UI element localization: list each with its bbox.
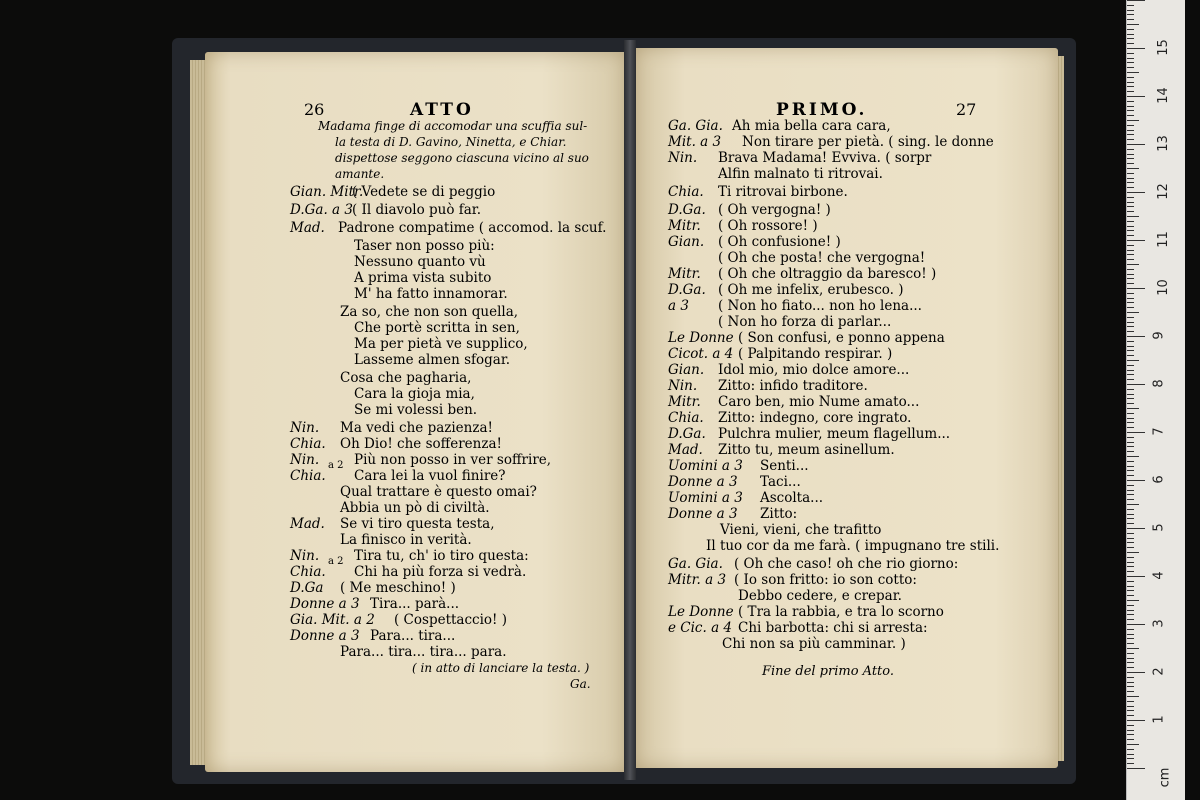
measurement-ruler bbox=[1126, 0, 1185, 800]
text-line: Tira tu, ch' io tiro questa: bbox=[354, 548, 529, 564]
ruler-tick bbox=[1127, 29, 1134, 30]
ruler-number: 4 bbox=[1151, 571, 1167, 580]
text-line: ( Son confusi, e ponno appena bbox=[738, 330, 945, 346]
ruler-tick bbox=[1127, 312, 1139, 313]
speaker-label: Le Donne bbox=[668, 604, 734, 620]
ruler-unit-label: cm bbox=[1157, 767, 1173, 788]
speaker-label: Mitr. bbox=[668, 266, 701, 282]
ruler-tick bbox=[1127, 91, 1134, 92]
ruler-tick bbox=[1127, 576, 1145, 577]
text-line: Brava Madama! Evviva. ( sorpr bbox=[718, 150, 932, 166]
ruler-tick bbox=[1127, 715, 1134, 716]
speaker-label: Chia. bbox=[668, 410, 704, 426]
ruler-tick bbox=[1127, 624, 1145, 625]
ruler-tick bbox=[1127, 62, 1134, 63]
text-line: La finisco in verità. bbox=[340, 532, 472, 548]
speaker-label: Donne a 3 bbox=[290, 596, 360, 612]
ruler-tick bbox=[1127, 336, 1145, 337]
ruler-tick bbox=[1127, 101, 1134, 102]
ruler-tick bbox=[1127, 235, 1134, 236]
ruler-tick bbox=[1127, 734, 1134, 735]
ruler-tick bbox=[1127, 634, 1134, 635]
ruler-tick bbox=[1127, 509, 1134, 510]
ruler-tick bbox=[1127, 590, 1134, 591]
speaker-label: Chia. bbox=[290, 436, 326, 452]
ruler-tick bbox=[1127, 394, 1134, 395]
text-line: ( Oh che oltraggio da baresco! ) bbox=[718, 266, 937, 282]
ruler-tick bbox=[1127, 706, 1134, 707]
text-line: Se mi volessi ben. bbox=[354, 402, 478, 418]
ruler-tick bbox=[1127, 662, 1134, 663]
ruler-tick bbox=[1127, 173, 1134, 174]
ruler-tick bbox=[1127, 403, 1134, 404]
speaker-label: Gian. bbox=[668, 362, 705, 378]
ruler-tick bbox=[1127, 96, 1145, 97]
speaker-label: Nin. bbox=[668, 378, 698, 394]
ruler-tick bbox=[1127, 254, 1134, 255]
text-line: Para... tira... bbox=[370, 628, 456, 644]
ruler-tick bbox=[1127, 542, 1134, 543]
text-line: Vieni, vieni, che trafitto bbox=[720, 522, 882, 538]
text-line: dispettose seggono ciascuna vicino al suo bbox=[335, 151, 589, 165]
speaker-label: Mitr. a 3 bbox=[668, 572, 727, 588]
ruler-tick bbox=[1127, 758, 1134, 759]
ruler-tick bbox=[1127, 749, 1134, 750]
ruler-tick bbox=[1127, 768, 1145, 769]
text-line: Ah mia bella cara cara, bbox=[732, 118, 891, 134]
speaker-label: Donne a 3 bbox=[290, 628, 360, 644]
ruler-tick bbox=[1127, 547, 1134, 548]
ruler-tick bbox=[1127, 269, 1134, 270]
ruler-tick bbox=[1127, 202, 1134, 203]
ruler-tick bbox=[1127, 610, 1134, 611]
ruler-tick bbox=[1127, 178, 1134, 179]
ruler-tick bbox=[1127, 158, 1134, 159]
text-line: ( Oh me infelix, erubesco. ) bbox=[718, 282, 904, 298]
ruler-tick bbox=[1127, 125, 1134, 126]
ruler-tick bbox=[1127, 370, 1134, 371]
ruler-tick bbox=[1127, 523, 1134, 524]
left-page-number: 26 bbox=[304, 100, 325, 119]
ruler-tick bbox=[1127, 528, 1145, 529]
ruler-tick bbox=[1127, 14, 1134, 15]
text-line: Che portè scritta in sen, bbox=[354, 320, 520, 336]
ruler-tick bbox=[1127, 163, 1134, 164]
ruler-tick bbox=[1127, 456, 1139, 457]
speaker-label: Mad. bbox=[290, 516, 325, 532]
ruler-tick bbox=[1127, 72, 1139, 73]
ruler-number: 11 bbox=[1155, 231, 1171, 248]
speaker-label: Cicot. a 4 bbox=[668, 346, 734, 362]
text-line: ( Non ho forza di parlar... bbox=[718, 314, 892, 330]
speaker-label: Donne a 3 bbox=[668, 474, 738, 490]
ruler-number: 5 bbox=[1151, 523, 1167, 532]
ruler-tick bbox=[1127, 552, 1139, 553]
ruler-tick bbox=[1127, 86, 1134, 87]
ruler-tick bbox=[1127, 595, 1134, 596]
ruler-number: 15 bbox=[1155, 39, 1171, 56]
ruler-tick bbox=[1127, 38, 1134, 39]
ruler-tick bbox=[1127, 658, 1134, 659]
speaker-label: D.Ga. bbox=[668, 426, 706, 442]
ruler-tick bbox=[1127, 605, 1134, 606]
ruler-tick bbox=[1127, 115, 1134, 116]
ruler-tick bbox=[1127, 283, 1134, 284]
left-page-header: ATTO bbox=[410, 100, 474, 120]
ruler-tick bbox=[1127, 10, 1134, 11]
ruler-tick bbox=[1127, 413, 1134, 414]
text-line: Chi barbotta: chi si arresta: bbox=[738, 620, 928, 636]
text-line: amante. bbox=[335, 167, 385, 181]
speaker-label: e Cic. a 4 bbox=[668, 620, 732, 636]
ruler-tick bbox=[1127, 360, 1139, 361]
speaker-label: Gian. bbox=[668, 234, 705, 250]
ruler-tick bbox=[1127, 355, 1134, 356]
speaker-label: Le Donne bbox=[668, 330, 734, 346]
ruler-tick bbox=[1127, 619, 1134, 620]
ruler-tick bbox=[1127, 110, 1134, 111]
text-line: la testa di D. Gavino, Ninetta, e Chiar. bbox=[335, 135, 567, 149]
ruler-tick bbox=[1127, 437, 1134, 438]
ruler-tick bbox=[1127, 341, 1134, 342]
ruler-tick bbox=[1127, 691, 1134, 692]
speaker-label: Nin. bbox=[290, 548, 320, 564]
text-line: ( Oh che posta! che vergogna! bbox=[718, 250, 926, 266]
ruler-tick bbox=[1127, 677, 1134, 678]
ruler-tick bbox=[1127, 379, 1134, 380]
ruler-tick bbox=[1127, 149, 1134, 150]
ruler-tick bbox=[1127, 317, 1134, 318]
speaker-label: Chia. bbox=[290, 468, 326, 484]
ruler-tick bbox=[1127, 0, 1145, 1]
ruler-tick bbox=[1127, 24, 1139, 25]
ruler-tick bbox=[1127, 34, 1134, 35]
speaker-label: Ga. Gia. bbox=[668, 556, 723, 572]
ruler-tick bbox=[1127, 418, 1134, 419]
ruler-tick bbox=[1127, 480, 1145, 481]
ruler-tick bbox=[1127, 638, 1134, 639]
ruler-number: 14 bbox=[1155, 87, 1171, 104]
ruler-tick bbox=[1127, 192, 1145, 193]
speaker-label: D.Ga. a 3 bbox=[290, 202, 353, 218]
ruler-tick bbox=[1127, 739, 1134, 740]
ruler-number: 9 bbox=[1151, 331, 1167, 340]
ruler-tick bbox=[1127, 259, 1134, 260]
ruler-number: 13 bbox=[1155, 135, 1171, 152]
ruler-tick bbox=[1127, 187, 1134, 188]
text-line: Ga. bbox=[570, 677, 591, 691]
ruler-number: 3 bbox=[1151, 619, 1167, 628]
text-line: ( Oh che caso! oh che rio giorno: bbox=[734, 556, 959, 572]
speaker-label: D.Ga. bbox=[668, 282, 706, 298]
ruler-tick bbox=[1127, 298, 1134, 299]
ruler-tick bbox=[1127, 514, 1134, 515]
text-line: ( Palpitando respirar. ) bbox=[738, 346, 893, 362]
text-line: Ma vedi che pazienza! bbox=[340, 420, 493, 436]
speaker-label: Donne a 3 bbox=[668, 506, 738, 522]
ruler-tick bbox=[1127, 264, 1139, 265]
speaker-label: Mad. bbox=[668, 442, 703, 458]
ruler-tick bbox=[1127, 216, 1139, 217]
ruler-tick bbox=[1127, 686, 1134, 687]
ruler-tick bbox=[1127, 730, 1134, 731]
ruler-tick bbox=[1127, 408, 1139, 409]
text-line: Non tirare per pietà. ( sing. le donne bbox=[742, 134, 994, 150]
ruler-tick bbox=[1127, 696, 1139, 697]
speaker-label: Mad. bbox=[290, 220, 325, 236]
ruler-tick bbox=[1127, 427, 1134, 428]
text-line: ( Tra la rabbia, e tra lo scorno bbox=[738, 604, 944, 620]
text-line: Zitto tu, meum asinellum. bbox=[718, 442, 895, 458]
text-line: Lasseme almen sfogar. bbox=[354, 352, 511, 368]
text-line: Il tuo cor da me farà. ( impugnano tre stili. bbox=[706, 538, 1000, 554]
text-line: Tira... parà... bbox=[370, 596, 460, 612]
text-line: ( Il diavolo può far. bbox=[352, 202, 482, 218]
book-gutter bbox=[624, 40, 636, 780]
ruler-tick bbox=[1127, 586, 1134, 587]
ruler-tick bbox=[1127, 130, 1134, 131]
speaker-label: Ga. Gia. bbox=[668, 118, 723, 134]
text-line: Debbo cedere, e crepar. bbox=[738, 588, 902, 604]
ruler-tick bbox=[1127, 494, 1134, 495]
ruler-tick bbox=[1127, 648, 1139, 649]
right-page-header: PRIMO. bbox=[776, 100, 868, 120]
ruler-tick bbox=[1127, 672, 1145, 673]
ruler-tick bbox=[1127, 744, 1139, 745]
ruler-tick bbox=[1127, 48, 1145, 49]
ruler-tick bbox=[1127, 106, 1134, 107]
speaker-label: Nin. bbox=[290, 420, 320, 436]
ruler-tick bbox=[1127, 197, 1134, 198]
ruler-tick bbox=[1127, 288, 1145, 289]
text-line: Za so, che non son quella, bbox=[340, 304, 519, 320]
text-line: Caro ben, mio Nume amato... bbox=[718, 394, 920, 410]
ruler-tick bbox=[1127, 346, 1134, 347]
ruler-tick bbox=[1127, 566, 1134, 567]
ruler-tick bbox=[1127, 389, 1134, 390]
ruler-tick bbox=[1127, 581, 1134, 582]
ruler-number: 12 bbox=[1155, 183, 1171, 200]
ruler-number: 2 bbox=[1151, 667, 1167, 676]
text-line: Senti... bbox=[760, 458, 809, 474]
ruler-tick bbox=[1127, 485, 1134, 486]
text-line: ( in atto di lanciare la testa. ) bbox=[412, 661, 590, 675]
ruler-tick bbox=[1127, 422, 1134, 423]
text-line: Pulchra mulier, meum flagellum... bbox=[718, 426, 951, 442]
speaker-label: D.Ga. bbox=[668, 202, 706, 218]
text-line: Madama finge di accomodar una scuffia sul- bbox=[318, 119, 588, 133]
text-line: Cara la gioja mia, bbox=[354, 386, 475, 402]
ruler-tick bbox=[1127, 518, 1134, 519]
ruler-tick bbox=[1127, 322, 1134, 323]
text-line: Taser non posso più: bbox=[354, 238, 495, 254]
text-line: ( Oh rossore! ) bbox=[718, 218, 818, 234]
act-end-footer: Fine del primo Atto. bbox=[762, 664, 894, 679]
speaker-label: Uomini a 3 bbox=[668, 458, 743, 474]
ruler-tick bbox=[1127, 211, 1134, 212]
ruler-tick bbox=[1127, 168, 1139, 169]
ruler-tick bbox=[1127, 562, 1134, 563]
ruler-tick bbox=[1127, 206, 1134, 207]
text-line: Abbia un pò di civiltà. bbox=[340, 500, 490, 516]
ruler-tick bbox=[1127, 384, 1145, 385]
ruler-tick bbox=[1127, 182, 1134, 183]
text-line: M' ha fatto innamorar. bbox=[354, 286, 508, 302]
ruler-tick bbox=[1127, 533, 1134, 534]
speaker-label: Mitr. bbox=[668, 218, 701, 234]
text-line: ( Me meschino! ) bbox=[340, 580, 456, 596]
text-line: Alfin malnato ti ritrovai. bbox=[718, 166, 883, 182]
ruler-tick bbox=[1127, 470, 1134, 471]
ruler-tick bbox=[1127, 499, 1134, 500]
ruler-tick bbox=[1127, 571, 1134, 572]
ruler-tick bbox=[1127, 77, 1134, 78]
text-line: Qual trattare è questo omai? bbox=[340, 484, 537, 500]
ruler-tick bbox=[1127, 134, 1134, 135]
page-edges-left bbox=[190, 60, 206, 765]
duet-mark: a 2 bbox=[328, 556, 344, 567]
ruler-tick bbox=[1127, 58, 1134, 59]
text-line: Idol mio, mio dolce amore... bbox=[718, 362, 910, 378]
text-line: Ascolta... bbox=[760, 490, 824, 506]
ruler-tick bbox=[1127, 763, 1134, 764]
ruler-number: 1 bbox=[1151, 715, 1167, 724]
ruler-tick bbox=[1127, 461, 1134, 462]
text-line: Cosa che pagharia, bbox=[340, 370, 472, 386]
ruler-tick bbox=[1127, 82, 1134, 83]
text-line: Para... tira... tira... para. bbox=[340, 644, 507, 660]
text-line: Zitto: bbox=[760, 506, 798, 522]
ruler-tick bbox=[1127, 326, 1134, 327]
ruler-tick bbox=[1127, 432, 1145, 433]
speaker-label: a 3 bbox=[668, 298, 689, 314]
ruler-number: 6 bbox=[1151, 475, 1167, 484]
ruler-tick bbox=[1127, 614, 1134, 615]
ruler-tick bbox=[1127, 653, 1134, 654]
ruler-tick bbox=[1127, 350, 1134, 351]
ruler-tick bbox=[1127, 629, 1134, 630]
ruler-tick bbox=[1127, 250, 1134, 251]
ruler-number: 8 bbox=[1151, 379, 1167, 388]
ruler-tick bbox=[1127, 230, 1134, 231]
ruler-tick bbox=[1127, 331, 1134, 332]
ruler-tick bbox=[1127, 365, 1134, 366]
text-line: Cara lei la vuol finire? bbox=[354, 468, 506, 484]
ruler-tick bbox=[1127, 293, 1134, 294]
text-line: Oh Dio! che sofferenza! bbox=[340, 436, 502, 452]
text-line: Ti ritrovai birbone. bbox=[718, 184, 848, 200]
ruler-tick bbox=[1127, 466, 1134, 467]
text-line: Zitto: infido traditore. bbox=[718, 378, 868, 394]
ruler-tick bbox=[1127, 154, 1134, 155]
ruler-tick bbox=[1127, 43, 1134, 44]
ruler-tick bbox=[1127, 557, 1134, 558]
text-line: Ma per pietà ve supplico, bbox=[354, 336, 528, 352]
ruler-tick bbox=[1127, 53, 1134, 54]
text-line: ( Non ho fiato... non ho lena... bbox=[718, 298, 922, 314]
ruler-tick bbox=[1127, 307, 1134, 308]
text-line: ( Oh vergogna! ) bbox=[718, 202, 831, 218]
speaker-label: Nin. bbox=[668, 150, 698, 166]
ruler-tick bbox=[1127, 226, 1134, 227]
speaker-label: Uomini a 3 bbox=[668, 490, 743, 506]
ruler-tick bbox=[1127, 398, 1134, 399]
ruler-number: 7 bbox=[1151, 427, 1167, 436]
speaker-label: Gian. Mitr. bbox=[290, 184, 364, 200]
speaker-label: Nin. bbox=[290, 452, 320, 468]
text-line: ( Oh confusione! ) bbox=[718, 234, 841, 250]
text-line: ( Vedete se di peggio bbox=[352, 184, 496, 200]
ruler-tick bbox=[1127, 446, 1134, 447]
ruler-tick bbox=[1127, 667, 1134, 668]
ruler-tick bbox=[1127, 720, 1145, 721]
text-line: Più non posso in ver soffrire, bbox=[354, 452, 552, 468]
text-line: A prima vista subito bbox=[354, 270, 492, 286]
ruler-tick bbox=[1127, 710, 1134, 711]
ruler-tick bbox=[1127, 19, 1134, 20]
text-line: Taci... bbox=[760, 474, 801, 490]
speaker-label: Gia. Mit. a 2 bbox=[290, 612, 375, 628]
ruler-number: 10 bbox=[1155, 279, 1171, 296]
ruler-tick bbox=[1127, 221, 1134, 222]
ruler-tick bbox=[1127, 374, 1134, 375]
text-line: ( Cospettaccio! ) bbox=[394, 612, 508, 628]
text-line: Nessuno quanto vù bbox=[354, 254, 486, 270]
ruler-tick bbox=[1127, 475, 1134, 476]
text-line: Chi non sa più camminar. ) bbox=[722, 636, 906, 652]
ruler-tick bbox=[1127, 5, 1134, 6]
speaker-label: Chia. bbox=[668, 184, 704, 200]
ruler-tick bbox=[1127, 643, 1134, 644]
ruler-tick bbox=[1127, 725, 1134, 726]
ruler-tick bbox=[1127, 538, 1134, 539]
speaker-label: D.Ga bbox=[290, 580, 324, 596]
speaker-label: Mit. a 3 bbox=[668, 134, 722, 150]
ruler-tick bbox=[1127, 67, 1134, 68]
text-line: Se vi tiro questa testa, bbox=[340, 516, 495, 532]
ruler-tick bbox=[1127, 120, 1139, 121]
ruler-tick bbox=[1127, 274, 1134, 275]
ruler-tick bbox=[1127, 754, 1134, 755]
ruler-tick bbox=[1127, 245, 1134, 246]
text-line: Padrone compatime ( accomod. la scuf. bbox=[338, 220, 607, 236]
duet-mark: a 2 bbox=[328, 460, 344, 471]
text-line: ( Io son fritto: io son cotto: bbox=[734, 572, 917, 588]
ruler-tick bbox=[1127, 442, 1134, 443]
ruler-tick bbox=[1127, 302, 1134, 303]
ruler-tick bbox=[1127, 490, 1134, 491]
ruler-tick bbox=[1127, 144, 1145, 145]
ruler-tick bbox=[1127, 139, 1134, 140]
ruler-tick bbox=[1127, 504, 1139, 505]
ruler-tick bbox=[1127, 701, 1134, 702]
ruler-tick bbox=[1127, 682, 1134, 683]
text-line: Chi ha più forza si vedrà. bbox=[354, 564, 527, 580]
speaker-label: Mitr. bbox=[668, 394, 701, 410]
ruler-tick bbox=[1127, 240, 1145, 241]
ruler-tick bbox=[1127, 451, 1134, 452]
speaker-label: Chia. bbox=[290, 564, 326, 580]
right-page-number: 27 bbox=[956, 100, 977, 119]
text-line: Zitto: indegno, core ingrato. bbox=[718, 410, 912, 426]
ruler-tick bbox=[1127, 278, 1134, 279]
ruler-tick bbox=[1127, 600, 1139, 601]
